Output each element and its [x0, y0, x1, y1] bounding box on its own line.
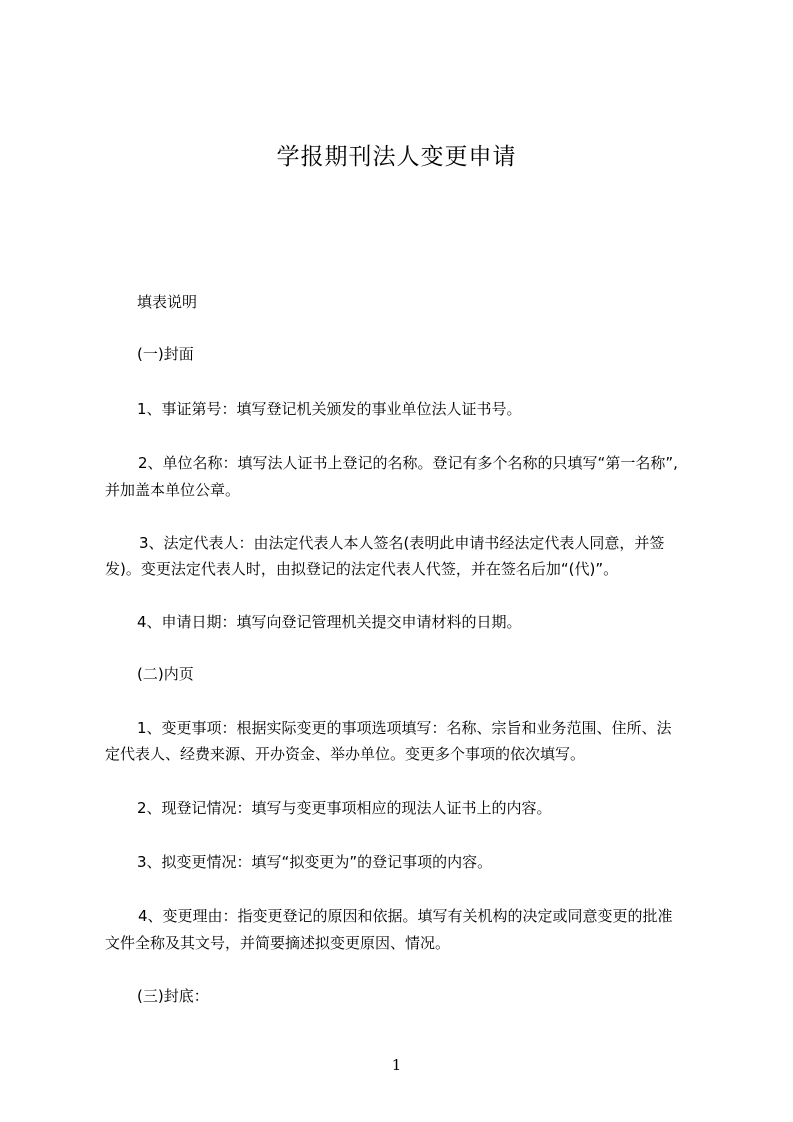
page-number: 1 [391, 1056, 402, 1074]
inner-item-4-line-2: 文件全称及其文号，并简要摘述拟变更原因、情况。 [105, 934, 451, 952]
inner-item-3: 3、拟变更情况：填写“拟变更为”的登记事项的内容。 [137, 853, 493, 871]
cover-item-4: 4、申请日期：填写向登记管理机关提交申请材料的日期。 [137, 613, 522, 631]
inner-item-4-line-1: 4、变更理由：指变更登记的原因和依据。填写有关机构的决定或同意变更的批准 [138, 907, 673, 925]
cover-item-1: 1、事证第号：填写登记机关颁发的事业单位法人证书号。 [137, 400, 522, 418]
inner-item-1-line-1: 1、变更事项：根据实际变更的事项选项填写：名称、宗旨和业务范围、住所、法 [137, 719, 672, 737]
cover-heading: (一)封面 [137, 345, 194, 363]
document-title: 学报期刊法人变更申请 [276, 144, 517, 170]
inner-item-1-line-2: 定代表人、经费来源、开办资金、举办单位。变更多个事项的依次填写。 [105, 745, 586, 763]
cover-item-3-line-2: 发)。变更法定代表人时，由拟登记的法定代表人代签，并在签名后加“(代)”。 [105, 560, 619, 578]
inner-item-2: 2、现登记情况：填写与变更事项相应的现法人证书上的内容。 [137, 799, 552, 817]
cover-item-2-line-2: 并加盖本单位公章。 [105, 481, 241, 499]
cover-item-3-line-1: 3、法定代表人：由法定代表人本人签名(表明此申请书经法定代表人同意，并签 [139, 534, 665, 552]
instructions-heading: 填表说明 [137, 293, 198, 311]
cover-item-2-line-1: 2、单位名称：填写法人证书上登记的名称。登记有多个名称的只填写“第一名称”, [138, 454, 678, 472]
back-heading: (三)封底： [137, 987, 209, 1005]
inner-heading: (二)内页 [137, 665, 194, 683]
